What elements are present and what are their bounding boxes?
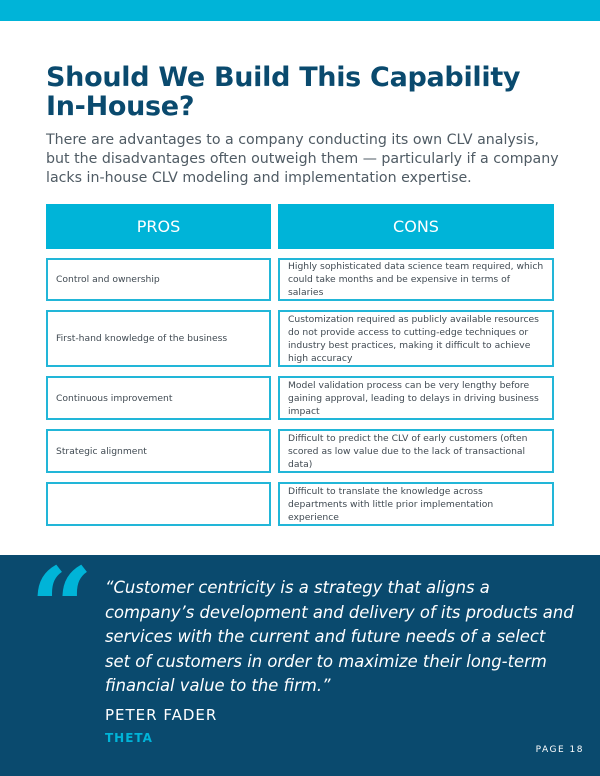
quote-author: PETER FADER: [105, 706, 218, 724]
cons-header: CONS: [278, 204, 554, 249]
page-title: Should We Build This Capability In-House?: [46, 62, 521, 122]
pros-cell: Strategic alignment: [46, 429, 271, 473]
quote-organization: THETA: [105, 731, 153, 745]
cons-cell: Difficult to translate the knowledge across departments with little prior implementation experience: [278, 482, 554, 526]
cons-cell: Highly sophisticated data science team required, which could take months and be expensive in terms of salaries: [278, 258, 554, 301]
cons-cell: Difficult to predict the CLV of early customers (often scored as low value due to the lack of transactional data): [278, 429, 554, 473]
pros-cell-empty: [46, 482, 271, 526]
page-number: PAGE 18: [535, 745, 584, 755]
cons-cell: Customization required as publicly available resources do not provide access to cutting-edge techniques or industry best practices, making it difficult to achieve high accuracy: [278, 310, 554, 367]
pros-cell: Control and ownership: [46, 258, 271, 301]
quote-mark-icon: “: [30, 543, 94, 672]
quote-text: “Customer centricity is a strategy that aligns a company’s development and delivery of its products and services with the current and future needs of a select set of customers in order to maximize their long-term financial value to the firm.”: [105, 578, 574, 695]
top-accent-bar: [0, 0, 600, 21]
pros-header: PROS: [46, 204, 271, 249]
pros-cell: Continuous improvement: [46, 376, 271, 420]
intro-paragraph: There are advantages to a company conducting its own CLV analysis, but the disadvantages often outweigh them — particularly if a company lacks in-house CLV modeling and implementation expertise.: [46, 132, 559, 186]
pros-cell: First-hand knowledge of the business: [46, 310, 271, 367]
cons-cell: Model validation process can be very lengthy before gaining approval, leading to delays in driving business impact: [278, 376, 554, 420]
